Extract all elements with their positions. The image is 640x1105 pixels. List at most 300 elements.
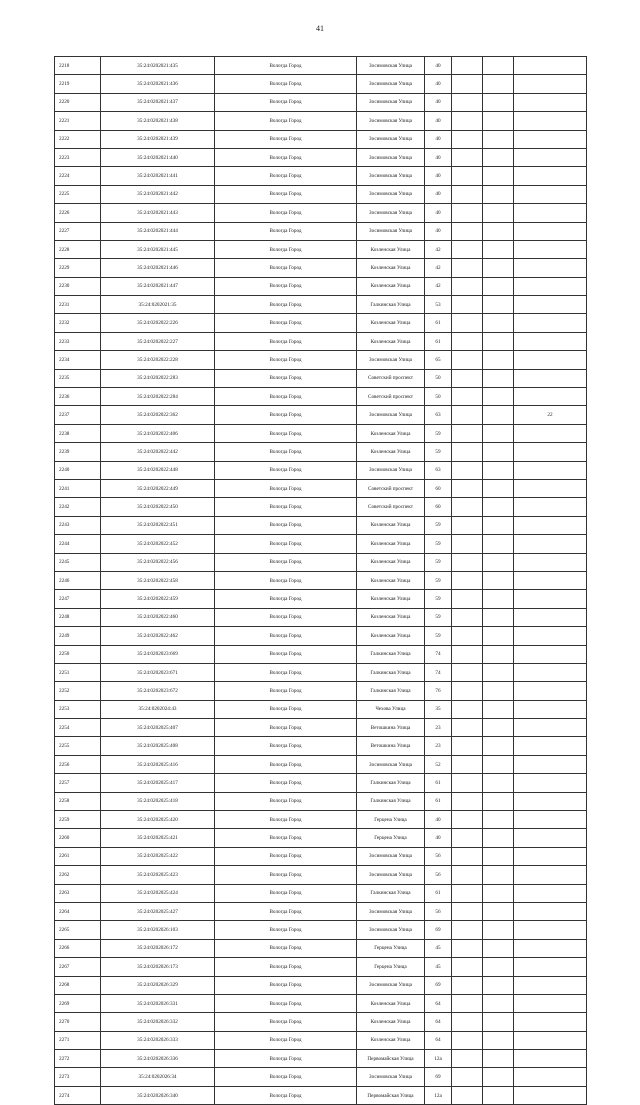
extra-cell-1: [452, 277, 483, 295]
extra-cell-3: [514, 332, 587, 350]
extra-cell-1: [452, 75, 483, 93]
street-cell: Козленская Улица: [357, 259, 425, 277]
extra-cell-3: [514, 498, 587, 516]
table-row: [55, 829, 587, 847]
extra-cell-2: [483, 755, 514, 773]
city-cell: Вологда Город: [215, 461, 357, 479]
extra-cell-3: [514, 1013, 587, 1031]
table-row: [55, 535, 587, 553]
extra-cell-3: [514, 424, 587, 442]
extra-cell-2: [483, 553, 514, 571]
cadastral-number-cell: 35:24:0202025:416: [101, 755, 215, 773]
street-cell: Козленская Улица: [357, 314, 425, 332]
extra-cell-2: [483, 443, 514, 461]
house-cell: 64: [425, 1013, 452, 1031]
extra-cell-3: [514, 1050, 587, 1068]
extra-cell-2: [483, 958, 514, 976]
house-cell: 69: [425, 976, 452, 994]
city-cell: Вологда Город: [215, 866, 357, 884]
table-row: [55, 553, 587, 571]
table-row: [55, 240, 587, 258]
cadastral-number-cell: 35:24:0202021:445: [101, 240, 215, 258]
extra-cell-3: [514, 259, 587, 277]
street-cell: Советский проспект: [357, 479, 425, 497]
city-cell: Вологда Город: [215, 700, 357, 718]
extra-cell-2: [483, 902, 514, 920]
extra-cell-2: [483, 167, 514, 185]
house-cell: 61: [425, 774, 452, 792]
street-cell: Герцена Улица: [357, 939, 425, 957]
extra-cell-1: [452, 1068, 483, 1086]
extra-cell-1: [452, 939, 483, 957]
row-number-cell: 2251: [55, 663, 101, 681]
extra-cell-1: [452, 222, 483, 240]
cadastral-number-cell: 35:24:0202022:227: [101, 332, 215, 350]
extra-cell-2: [483, 884, 514, 902]
cadastral-number-cell: 35:24:0202025:417: [101, 774, 215, 792]
house-cell: 56: [425, 902, 452, 920]
table-row: [55, 1086, 587, 1104]
extra-cell-3: [514, 627, 587, 645]
extra-cell-2: [483, 148, 514, 166]
extra-cell-2: [483, 93, 514, 111]
extra-cell-2: [483, 204, 514, 222]
street-cell: Козленская Улица: [357, 1031, 425, 1049]
street-cell: Чехова Улица: [357, 700, 425, 718]
street-cell: Герцена Улица: [357, 958, 425, 976]
street-cell: Козленская Улица: [357, 627, 425, 645]
extra-cell-1: [452, 369, 483, 387]
extra-cell-1: [452, 737, 483, 755]
table-row: [55, 608, 587, 626]
street-cell: Зосимовская Улица: [357, 351, 425, 369]
extra-cell-3: [514, 479, 587, 497]
extra-cell-2: [483, 479, 514, 497]
row-number-cell: 2238: [55, 424, 101, 442]
row-number-cell: 2269: [55, 994, 101, 1012]
extra-cell-1: [452, 406, 483, 424]
cadastral-number-cell: 35:24:0202022:459: [101, 590, 215, 608]
house-cell: 59: [425, 553, 452, 571]
house-cell: 40: [425, 93, 452, 111]
cadastral-number-cell: 35:24:0202023:672: [101, 682, 215, 700]
street-cell: Козленская Улица: [357, 424, 425, 442]
street-cell: Зосимовская Улица: [357, 204, 425, 222]
street-cell: Зосимовская Улица: [357, 866, 425, 884]
extra-cell-2: [483, 369, 514, 387]
city-cell: Вологда Город: [215, 755, 357, 773]
cadastral-number-cell: 35:24:0202022:449: [101, 479, 215, 497]
table-row: [55, 93, 587, 111]
row-number-cell: 2249: [55, 627, 101, 645]
cadastral-number-cell: 35:24:0202026:329: [101, 976, 215, 994]
house-cell: 74: [425, 645, 452, 663]
city-cell: Вологда Город: [215, 314, 357, 332]
house-cell: 23: [425, 719, 452, 737]
city-cell: Вологда Город: [215, 774, 357, 792]
row-number-cell: 2231: [55, 296, 101, 314]
extra-cell-2: [483, 388, 514, 406]
extra-cell-3: [514, 682, 587, 700]
extra-cell-1: [452, 774, 483, 792]
extra-cell-1: [452, 608, 483, 626]
cadastral-number-cell: 35:24:0202026:340: [101, 1086, 215, 1104]
street-cell: Первомайская Улица: [357, 1050, 425, 1068]
table-row: [55, 332, 587, 350]
cadastral-number-cell: 35:24:0202026:333: [101, 1031, 215, 1049]
city-cell: Вологда Город: [215, 240, 357, 258]
street-cell: Советский проспект: [357, 498, 425, 516]
extra-cell-1: [452, 388, 483, 406]
city-cell: Вологда Город: [215, 608, 357, 626]
city-cell: Вологда Город: [215, 332, 357, 350]
extra-cell-2: [483, 1031, 514, 1049]
city-cell: Вологда Город: [215, 130, 357, 148]
cadastral-number-cell: 35:24:0202022:284: [101, 388, 215, 406]
table-row: [55, 369, 587, 387]
row-number-cell: 2223: [55, 148, 101, 166]
house-cell: 61: [425, 314, 452, 332]
extra-cell-3: [514, 1068, 587, 1086]
extra-cell-2: [483, 645, 514, 663]
house-cell: 61: [425, 332, 452, 350]
table-row: [55, 1068, 587, 1086]
cadastral-number-cell: 35:24:0202025:421: [101, 829, 215, 847]
city-cell: Вологда Город: [215, 663, 357, 681]
row-number-cell: 2237: [55, 406, 101, 424]
cadastral-number-cell: 35:24:0202022:451: [101, 516, 215, 534]
extra-cell-3: [514, 351, 587, 369]
table-row: [55, 259, 587, 277]
cadastral-number-cell: 35:24:0202026:103: [101, 921, 215, 939]
extra-cell-1: [452, 866, 483, 884]
house-cell: 56: [425, 847, 452, 865]
extra-cell-1: [452, 811, 483, 829]
extra-cell-1: [452, 590, 483, 608]
city-cell: Вологда Город: [215, 811, 357, 829]
house-cell: 52: [425, 755, 452, 773]
street-cell: Галкинская Улица: [357, 682, 425, 700]
extra-cell-3: [514, 571, 587, 589]
extra-cell-2: [483, 351, 514, 369]
row-number-cell: 2218: [55, 57, 101, 75]
city-cell: Вологда Город: [215, 792, 357, 810]
cadastral-number-cell: 35:24:0202025:420: [101, 811, 215, 829]
table-row: [55, 388, 587, 406]
extra-cell-1: [452, 1013, 483, 1031]
extra-cell-1: [452, 884, 483, 902]
extra-cell-2: [483, 571, 514, 589]
row-number-cell: 2250: [55, 645, 101, 663]
street-cell: Козленская Улица: [357, 277, 425, 295]
table-row: [55, 847, 587, 865]
cadastral-number-cell: 35:24:0202022:458: [101, 571, 215, 589]
cadastral-number-cell: 35:24:0202025:408: [101, 737, 215, 755]
cadastral-number-cell: 35:24:0202022:283: [101, 369, 215, 387]
extra-cell-1: [452, 571, 483, 589]
row-number-cell: 2241: [55, 479, 101, 497]
extra-cell-1: [452, 1050, 483, 1068]
house-cell: 12а: [425, 1050, 452, 1068]
street-cell: Зосимовская Улица: [357, 921, 425, 939]
row-number-cell: 2220: [55, 93, 101, 111]
extra-cell-1: [452, 829, 483, 847]
extra-cell-3: [514, 737, 587, 755]
cadastral-number-cell: 35:24:0202022:362: [101, 406, 215, 424]
house-cell: 76: [425, 682, 452, 700]
city-cell: Вологда Город: [215, 1031, 357, 1049]
extra-cell-3: [514, 185, 587, 203]
extra-cell-1: [452, 627, 483, 645]
city-cell: Вологда Город: [215, 222, 357, 240]
extra-cell-3: [514, 130, 587, 148]
house-cell: 35: [425, 700, 452, 718]
row-number-cell: 2274: [55, 1086, 101, 1104]
extra-cell-1: [452, 351, 483, 369]
street-cell: Зосимовская Улица: [357, 406, 425, 424]
street-cell: Зосимовская Улица: [357, 167, 425, 185]
house-cell: 40: [425, 222, 452, 240]
extra-cell-3: [514, 921, 587, 939]
table-row: [55, 57, 587, 75]
extra-cell-1: [452, 700, 483, 718]
street-cell: Галкинская Улица: [357, 792, 425, 810]
house-cell: 50: [425, 369, 452, 387]
row-number-cell: 2227: [55, 222, 101, 240]
table-row: [55, 277, 587, 295]
cadastral-number-cell: 35:24:0202026:173: [101, 958, 215, 976]
extra-cell-2: [483, 1013, 514, 1031]
cadastral-number-cell: 35:24:0202021:440: [101, 148, 215, 166]
extra-cell-2: [483, 112, 514, 130]
extra-cell-1: [452, 479, 483, 497]
extra-cell-2: [483, 296, 514, 314]
row-number-cell: 2266: [55, 939, 101, 957]
row-number-cell: 2225: [55, 185, 101, 203]
cadastral-number-cell: 35:24:0202023:669: [101, 645, 215, 663]
extra-cell-2: [483, 774, 514, 792]
city-cell: Вологда Город: [215, 516, 357, 534]
extra-cell-3: [514, 112, 587, 130]
row-number-cell: 2232: [55, 314, 101, 332]
row-number-cell: 2233: [55, 332, 101, 350]
city-cell: Вологда Город: [215, 976, 357, 994]
extra-cell-3: [514, 811, 587, 829]
table-row: [55, 719, 587, 737]
extra-cell-3: [514, 1031, 587, 1049]
extra-cell-1: [452, 240, 483, 258]
extra-cell-1: [452, 847, 483, 865]
street-cell: Зосимовская Улица: [357, 148, 425, 166]
street-cell: Зосимовская Улица: [357, 976, 425, 994]
city-cell: Вологда Город: [215, 884, 357, 902]
extra-cell-3: [514, 443, 587, 461]
extra-cell-1: [452, 424, 483, 442]
city-cell: Вологда Город: [215, 1050, 357, 1068]
table-row: [55, 1031, 587, 1049]
extra-cell-1: [452, 719, 483, 737]
street-cell: Галкинская Улица: [357, 663, 425, 681]
house-cell: 59: [425, 590, 452, 608]
house-cell: 69: [425, 921, 452, 939]
house-cell: 59: [425, 571, 452, 589]
city-cell: Вологда Город: [215, 535, 357, 553]
extra-cell-1: [452, 994, 483, 1012]
cadastral-number-cell: 35:24:0202022:462: [101, 627, 215, 645]
city-cell: Вологда Город: [215, 112, 357, 130]
row-number-cell: 2257: [55, 774, 101, 792]
table-row: [55, 590, 587, 608]
extra-cell-3: [514, 222, 587, 240]
extra-cell-2: [483, 737, 514, 755]
extra-cell-1: [452, 185, 483, 203]
row-number-cell: 2248: [55, 608, 101, 626]
extra-cell-2: [483, 1086, 514, 1104]
street-cell: Ветошкина Улица: [357, 719, 425, 737]
extra-cell-3: [514, 516, 587, 534]
extra-cell-3: [514, 1086, 587, 1104]
extra-cell-2: [483, 811, 514, 829]
row-number-cell: 2222: [55, 130, 101, 148]
house-cell: 59: [425, 535, 452, 553]
house-cell: 40: [425, 112, 452, 130]
table-row: [55, 1050, 587, 1068]
extra-cell-1: [452, 663, 483, 681]
table-row: [55, 811, 587, 829]
table-row: [55, 902, 587, 920]
city-cell: Вологда Город: [215, 627, 357, 645]
table-row: [55, 700, 587, 718]
row-number-cell: 2271: [55, 1031, 101, 1049]
city-cell: Вологда Город: [215, 479, 357, 497]
city-cell: Вологда Город: [215, 406, 357, 424]
table-row: [55, 958, 587, 976]
row-number-cell: 2247: [55, 590, 101, 608]
extra-cell-2: [483, 627, 514, 645]
row-number-cell: 2272: [55, 1050, 101, 1068]
extra-cell-1: [452, 112, 483, 130]
extra-cell-3: [514, 902, 587, 920]
row-number-cell: 2268: [55, 976, 101, 994]
house-cell: 40: [425, 811, 452, 829]
cadastral-number-cell: 35:24:0202026:34: [101, 1068, 215, 1086]
cadastral-number-cell: 35:24:0202021:442: [101, 185, 215, 203]
row-number-cell: 2240: [55, 461, 101, 479]
table-row: [55, 939, 587, 957]
table-row: [55, 424, 587, 442]
cadastral-number-cell: 35:24:0202023:671: [101, 663, 215, 681]
extra-cell-2: [483, 994, 514, 1012]
table-row: [55, 498, 587, 516]
row-number-cell: 2253: [55, 700, 101, 718]
extra-cell-2: [483, 535, 514, 553]
house-cell: 45: [425, 939, 452, 957]
cadastral-number-cell: 35:24:0202021:441: [101, 167, 215, 185]
cadastral-number-cell: 35:24:0202024:43: [101, 700, 215, 718]
table-row: [55, 185, 587, 203]
row-number-cell: 2235: [55, 369, 101, 387]
street-cell: Зосимовская Улица: [357, 222, 425, 240]
table-row: [55, 75, 587, 93]
street-cell: Козленская Улица: [357, 571, 425, 589]
table-row: [55, 737, 587, 755]
row-number-cell: 2221: [55, 112, 101, 130]
city-cell: Вологда Город: [215, 645, 357, 663]
house-cell: 23: [425, 737, 452, 755]
row-number-cell: 2226: [55, 204, 101, 222]
city-cell: Вологда Город: [215, 553, 357, 571]
street-cell: Козленская Улица: [357, 535, 425, 553]
city-cell: Вологда Город: [215, 369, 357, 387]
house-cell: 53: [425, 296, 452, 314]
house-cell: 61: [425, 884, 452, 902]
extra-cell-1: [452, 682, 483, 700]
row-number-cell: 2245: [55, 553, 101, 571]
city-cell: Вологда Город: [215, 148, 357, 166]
house-cell: 45: [425, 958, 452, 976]
extra-cell-2: [483, 516, 514, 534]
cadastral-number-cell: 35:24:0202022:448: [101, 461, 215, 479]
house-cell: 42: [425, 277, 452, 295]
city-cell: Вологда Город: [215, 424, 357, 442]
table-row: [55, 682, 587, 700]
table-row: [55, 866, 587, 884]
street-cell: Герцена Улица: [357, 811, 425, 829]
extra-cell-2: [483, 608, 514, 626]
street-cell: Зосимовская Улица: [357, 93, 425, 111]
house-cell: 40: [425, 829, 452, 847]
table-row: [55, 571, 587, 589]
cadastral-number-cell: 35:24:0202025:424: [101, 884, 215, 902]
street-cell: Зосимовская Улица: [357, 57, 425, 75]
extra-cell-3: [514, 75, 587, 93]
extra-cell-1: [452, 516, 483, 534]
city-cell: Вологда Город: [215, 498, 357, 516]
extra-cell-2: [483, 277, 514, 295]
street-cell: Зосимовская Улица: [357, 755, 425, 773]
extra-cell-3: [514, 461, 587, 479]
row-number-cell: 2224: [55, 167, 101, 185]
cadastral-number-cell: 35:24:0202025:423: [101, 866, 215, 884]
table-row: [55, 130, 587, 148]
extra-cell-2: [483, 314, 514, 332]
row-number-cell: 2265: [55, 921, 101, 939]
extra-cell-2: [483, 792, 514, 810]
row-number-cell: 2259: [55, 811, 101, 829]
extra-cell-1: [452, 1086, 483, 1104]
table-row: [55, 148, 587, 166]
street-cell: Галкинская Улица: [357, 774, 425, 792]
extra-cell-1: [452, 755, 483, 773]
extra-cell-3: [514, 608, 587, 626]
house-cell: 12а: [425, 1086, 452, 1104]
extra-cell-1: [452, 167, 483, 185]
extra-cell-2: [483, 406, 514, 424]
row-number-cell: 2243: [55, 516, 101, 534]
extra-cell-2: [483, 75, 514, 93]
extra-cell-3: [514, 829, 587, 847]
row-number-cell: 2258: [55, 792, 101, 810]
extra-cell-1: [452, 498, 483, 516]
extra-cell-3: [514, 976, 587, 994]
extra-cell-1: [452, 332, 483, 350]
table-row: [55, 1013, 587, 1031]
street-cell: Ветошкина Улица: [357, 737, 425, 755]
street-cell: Козленская Улица: [357, 240, 425, 258]
city-cell: Вологда Город: [215, 847, 357, 865]
street-cell: Козленская Улица: [357, 332, 425, 350]
house-cell: 60: [425, 479, 452, 497]
